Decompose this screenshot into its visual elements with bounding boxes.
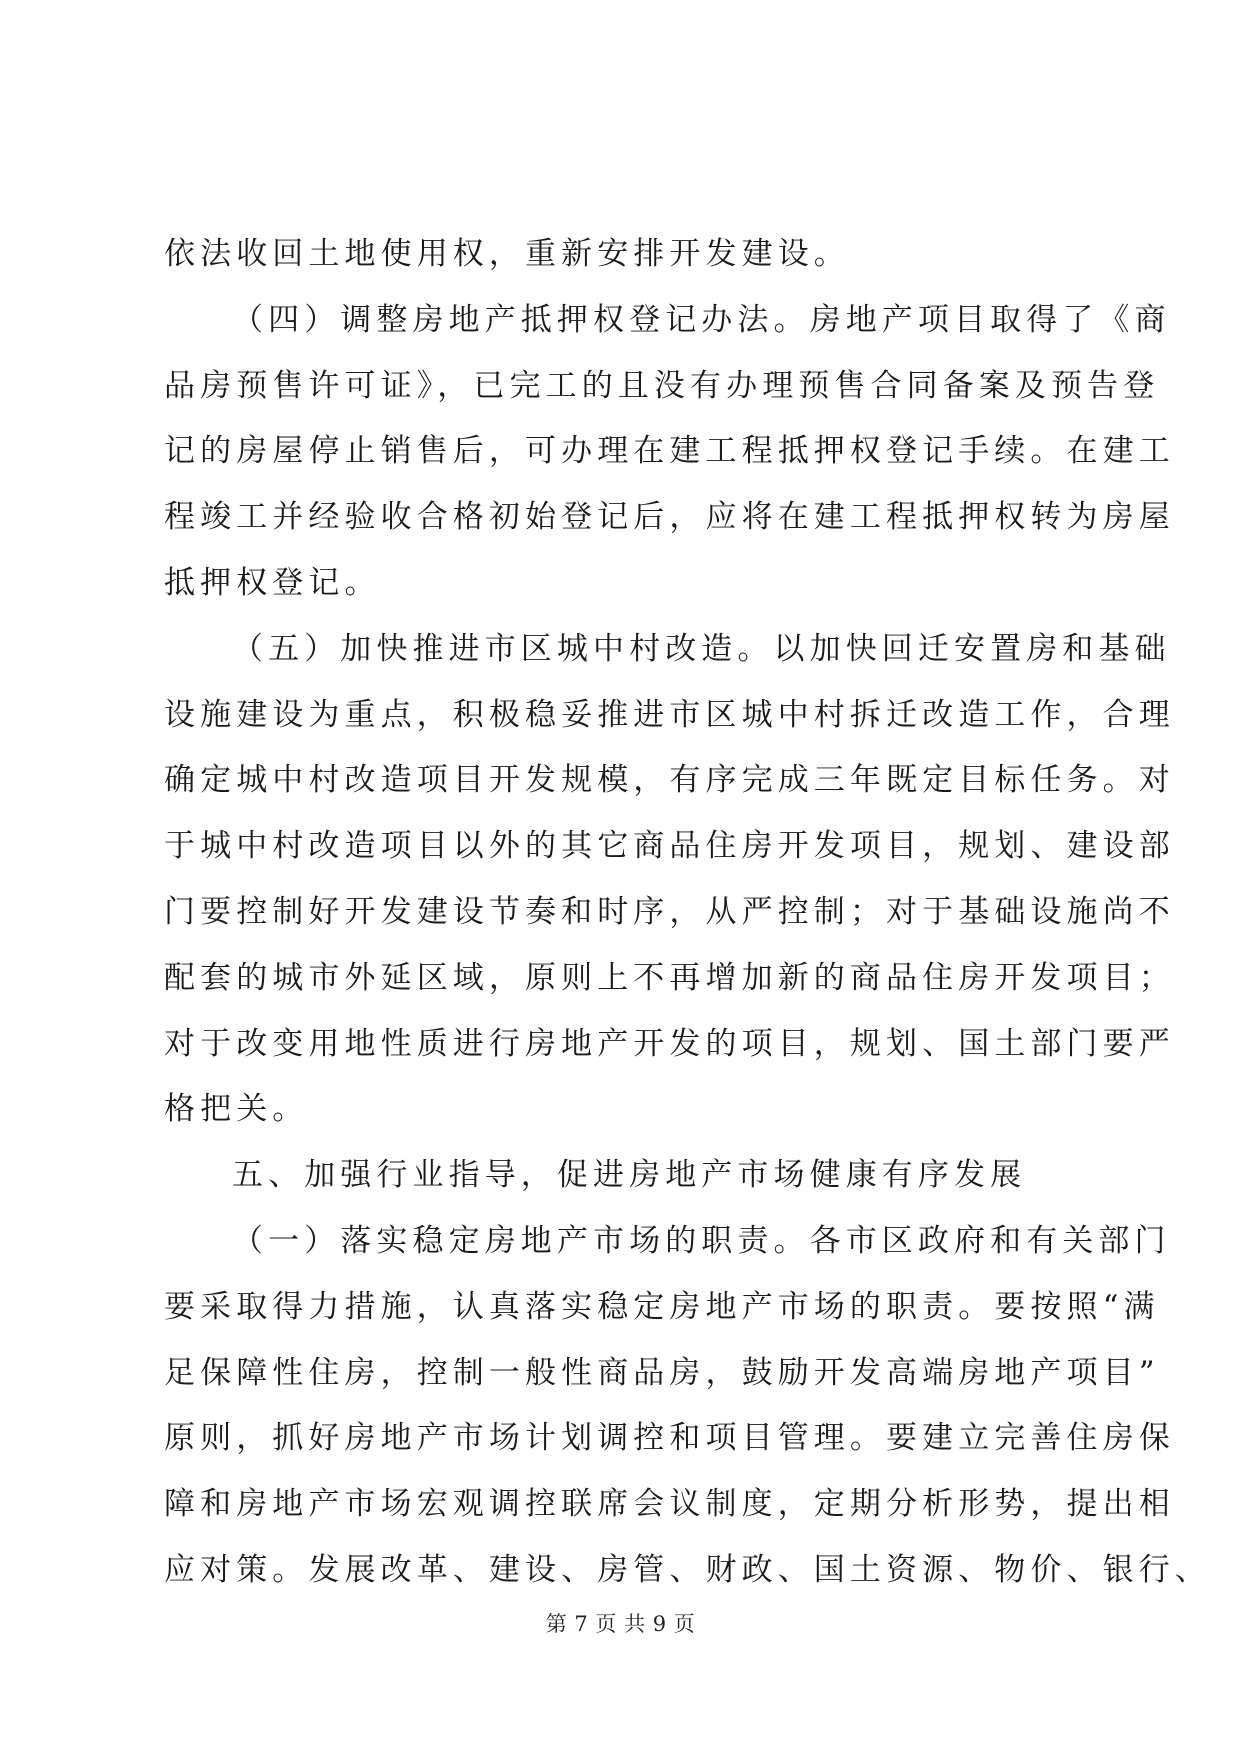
text-line: 原则，抓好房地产市场计划调控和项目管理。要建立完善住房保 [164,1420,1175,1457]
text-line: 确定城中村改造项目开发规模，有序完成三年既定目标任务。对 [164,762,1175,799]
text-line: 对于改变用地性质进行房地产开发的项目，规划、国土部门要严 [164,1025,1175,1062]
paragraph-first-line: （一）落实稳定房地产市场的职责。各市区政府和有关部门 [232,1222,1171,1259]
text-line: 格把关。 [164,1091,309,1128]
text-line: 配套的城市外延区域，原则上不再增加新的商品住房开发项目； [164,959,1175,996]
document-body [164,222,1211,1604]
text-line: 应对策。发展改革、建设、房管、财政、国土资源、物价、银行、 [164,1551,1211,1588]
text-line: 于城中村改造项目以外的其它商品住房开发项目，规划、建设部 [164,828,1175,865]
text-line: 抵押权登记。 [164,564,381,601]
text-line: 设施建设为重点，积极稳妥推进市区城中村拆迁改造工作，合理 [164,696,1175,733]
text-line: 品房预售许可证》，已完工的且没有办理预售合同备案及预告登 [164,367,1160,404]
text-line: 障和房地产市场宏观调控联席会议制度，定期分析形势，提出相 [164,1486,1175,1523]
text-line: 要采取得力措施，认真落实稳定房地产市场的职责。要按照“满 [164,1288,1160,1325]
paragraph-first-line: （五）加快推进市区城中村改造。以加快回迁安置房和基础 [232,630,1171,667]
section-heading: 五、加强行业指导，促进房地产市场健康有序发展 [232,1157,1027,1194]
page-number-footer: 第 7 页 共 9 页 [545,1612,696,1636]
paragraph-first-line: （四）调整房地产抵押权登记办法。房地产项目取得了《商 [232,301,1171,338]
text-line: 门要控制好开发建设节奏和时序，从严控制；对于基础设施尚不 [164,893,1175,930]
text-line: 记的房屋停止销售后，可办理在建工程抵押权登记手续。在建工 [164,433,1175,470]
text-line: 依法收回土地使用权，重新安排开发建设。 [164,236,850,272]
text-line: 程竣工并经验收合格初始登记后，应将在建工程抵押权转为房屋 [164,499,1175,536]
text-line: 足保障性住房，控制一般性商品房，鼓励开发高端房地产项目” [164,1354,1160,1391]
